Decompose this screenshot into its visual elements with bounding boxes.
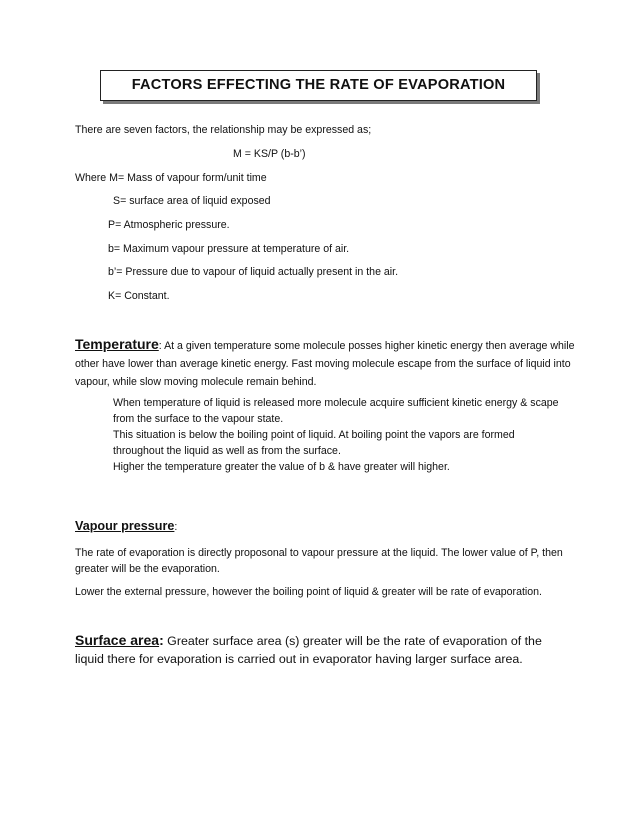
- surface-area-colon: :: [159, 632, 164, 648]
- temperature-text: : At a given temperature some molecule posses higher kinetic energy then average while other have lower than average kinetic energy. Fast moving molecule escape from the surface of liquid into vapour, while slow moving molecule remain behind.: [75, 340, 575, 388]
- surface-area-text: Greater surface area (s) greater will be the rate of evaporation of the liquid there for evaporation is carried out in evaporator having larger surface area.: [75, 634, 542, 666]
- surface-area-paragraph: [75, 630, 565, 669]
- definition-k: K= Constant.: [108, 290, 170, 302]
- definition-b-prime: b’= Pressure due to vapour of liquid actually present in the air.: [108, 266, 399, 278]
- intro-line: There are seven factors, the relationship may be expressed as;: [75, 124, 372, 136]
- definition-p: P= Atmospheric pressure.: [108, 219, 230, 231]
- title-box: [100, 70, 537, 101]
- vapour-pressure-paragraph-2: Lower the external pressure, however the boiling point of liquid & greater will be rate of evaporation.: [75, 586, 542, 598]
- definition-s: S= surface area of liquid exposed: [113, 195, 271, 207]
- formula: M = KS/P (b-b’): [233, 148, 306, 160]
- where-line: Where M= Mass of vapour form/unit time: [75, 172, 267, 184]
- temperature-indented-2: This situation is below the boiling point of liquid. At boiling point the vapors are formed throughout the liquid as well as from the surface.: [113, 429, 515, 457]
- temperature-paragraph: [75, 335, 575, 391]
- temperature-indented-1: When temperature of liquid is released more molecule acquire sufficient kinetic energy & scape from the surface to the vapour state.: [113, 397, 559, 425]
- vapour-pressure-colon: :: [174, 521, 178, 533]
- surface-area-heading: Surface area: [75, 632, 160, 648]
- page-title: FACTORS EFFECTING THE RATE OF EVAPORATION: [131, 77, 506, 94]
- definition-b: b= Maximum vapour pressure at temperature of air.: [108, 243, 350, 255]
- vapour-pressure-heading-line: [75, 518, 177, 535]
- vapour-pressure-paragraph-1: The rate of evaporation is directly proposonal to vapour pressure at the liquid. The lower value of P, then greater will be the evaporation.: [75, 547, 563, 575]
- vapour-pressure-heading: Vapour pressure: [75, 519, 175, 533]
- temperature-heading: Temperature: [75, 336, 159, 352]
- temperature-indented-3: Higher the temperature greater the value of b & have greater will higher.: [113, 461, 450, 473]
